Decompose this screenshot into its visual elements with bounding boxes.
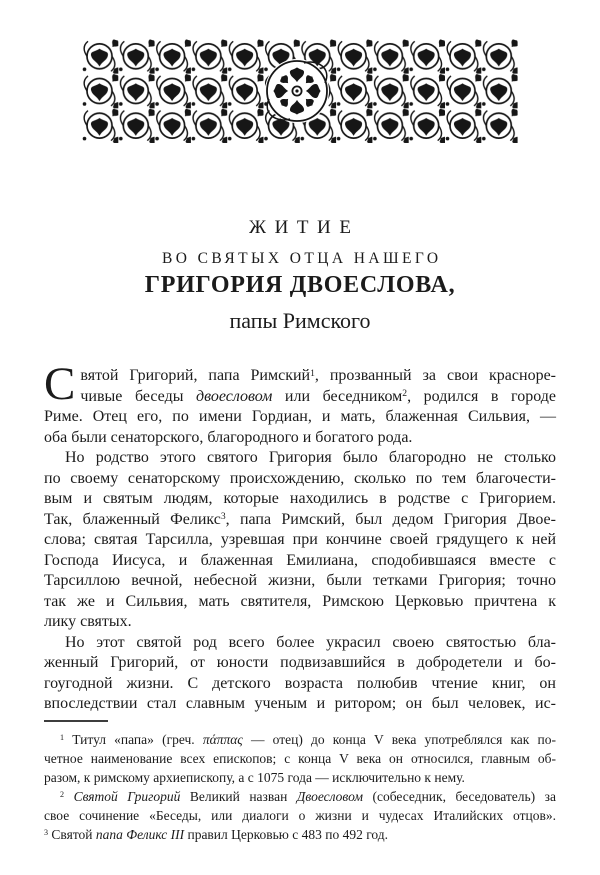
title-role: папы Римского [229, 308, 371, 333]
drop-cap: С [44, 358, 76, 410]
text-line: чивые беседы двоесловом или беседником$^2$, родился в городе [80, 387, 556, 405]
text-line: гоугодной жизни. С детского возраста полюбив чтение книг, он [44, 674, 556, 692]
title-subtitle: ВО СВЯТЫХ ОТЦА НАШЕГО [161, 250, 442, 267]
title-zhitie: ЖИТИЕ [249, 217, 360, 238]
title-name: ГРИГОРИЯ ДВОЕСЛОВА, [144, 272, 456, 298]
text-line: Риме. Отец его, по имени Гордиан, и мать, блаженная Сильвия, — [44, 408, 556, 425]
text-line: $^3$ Святой папа Феликс III правил Церковью с 483 по 492 год. [44, 827, 389, 842]
footnote-1 [44, 730, 556, 787]
text-line: по своему сенаторскому происхождению, сколько по тем благочести- [44, 469, 556, 487]
text-line: Но этот святой род всего более украсил своею святостью бла- [65, 633, 556, 651]
text-line: Так, блаженный Феликс$^3$, папа Римский, был дедом Григория Двое- [44, 510, 556, 528]
footnote-3 [44, 825, 556, 844]
text-line: $^1$ Титул «папа» (греч. πάππας — отец) до конца V века употреблялся как по- [60, 732, 556, 747]
text-line: Тарсиллою вечной, небесной жизни, были тетками Григория; точно [44, 572, 556, 589]
paragraph-3 [44, 633, 556, 715]
text-line: оба были сенаторского, благородного и богатого рода. [44, 428, 413, 446]
text-line: впоследствии стал славным ученым и ритором; он был человек, ис- [44, 695, 556, 712]
text-line: четное наименование всех епископов; с конца V века он относился, главным об- [44, 751, 556, 766]
footnote-separator [44, 720, 108, 722]
text-line: Но родство этого святого Григория было благородно не столько [65, 449, 556, 466]
floral-headpiece-ornament [82, 39, 518, 143]
footnote-2 [44, 787, 556, 825]
text-line: свое сочинение «Беседы, или диалоги о жизни и чудесах Италийских отцов». [44, 808, 556, 823]
paragraph-1 [44, 358, 557, 448]
text-line: Господа Иисуса, и блаженная Емилиана, сподобившаяся вместе с [44, 551, 556, 569]
footnotes-section [44, 720, 556, 844]
text-line: разом, к римскому архиепископу, а с 1075 года — исключительно к нему. [44, 770, 465, 785]
body-text [44, 358, 557, 715]
text-line: вым и святым людям, которые находились в родстве с Григорием. [44, 490, 556, 507]
text-line: слова; святая Тарсилла, узревшая при кончине своей грядущего к ней [44, 531, 556, 548]
paragraph-2 [44, 448, 556, 633]
text-line: вятой Григорий, папа Римский$^1$, прозванный за свои красноре- [80, 367, 557, 384]
text-line: так же и Сильвия, мать святителя, Римскою Церковью причтена к [44, 592, 556, 610]
text-line: лику святых. [44, 613, 132, 630]
text-line: $^2$ Святой Григорий Великий назван Двоесловом (собеседник, беседователь) за [60, 789, 557, 804]
text-line: женный Григорий, от юности подвизавшийся в добродетели и бо- [44, 654, 556, 671]
